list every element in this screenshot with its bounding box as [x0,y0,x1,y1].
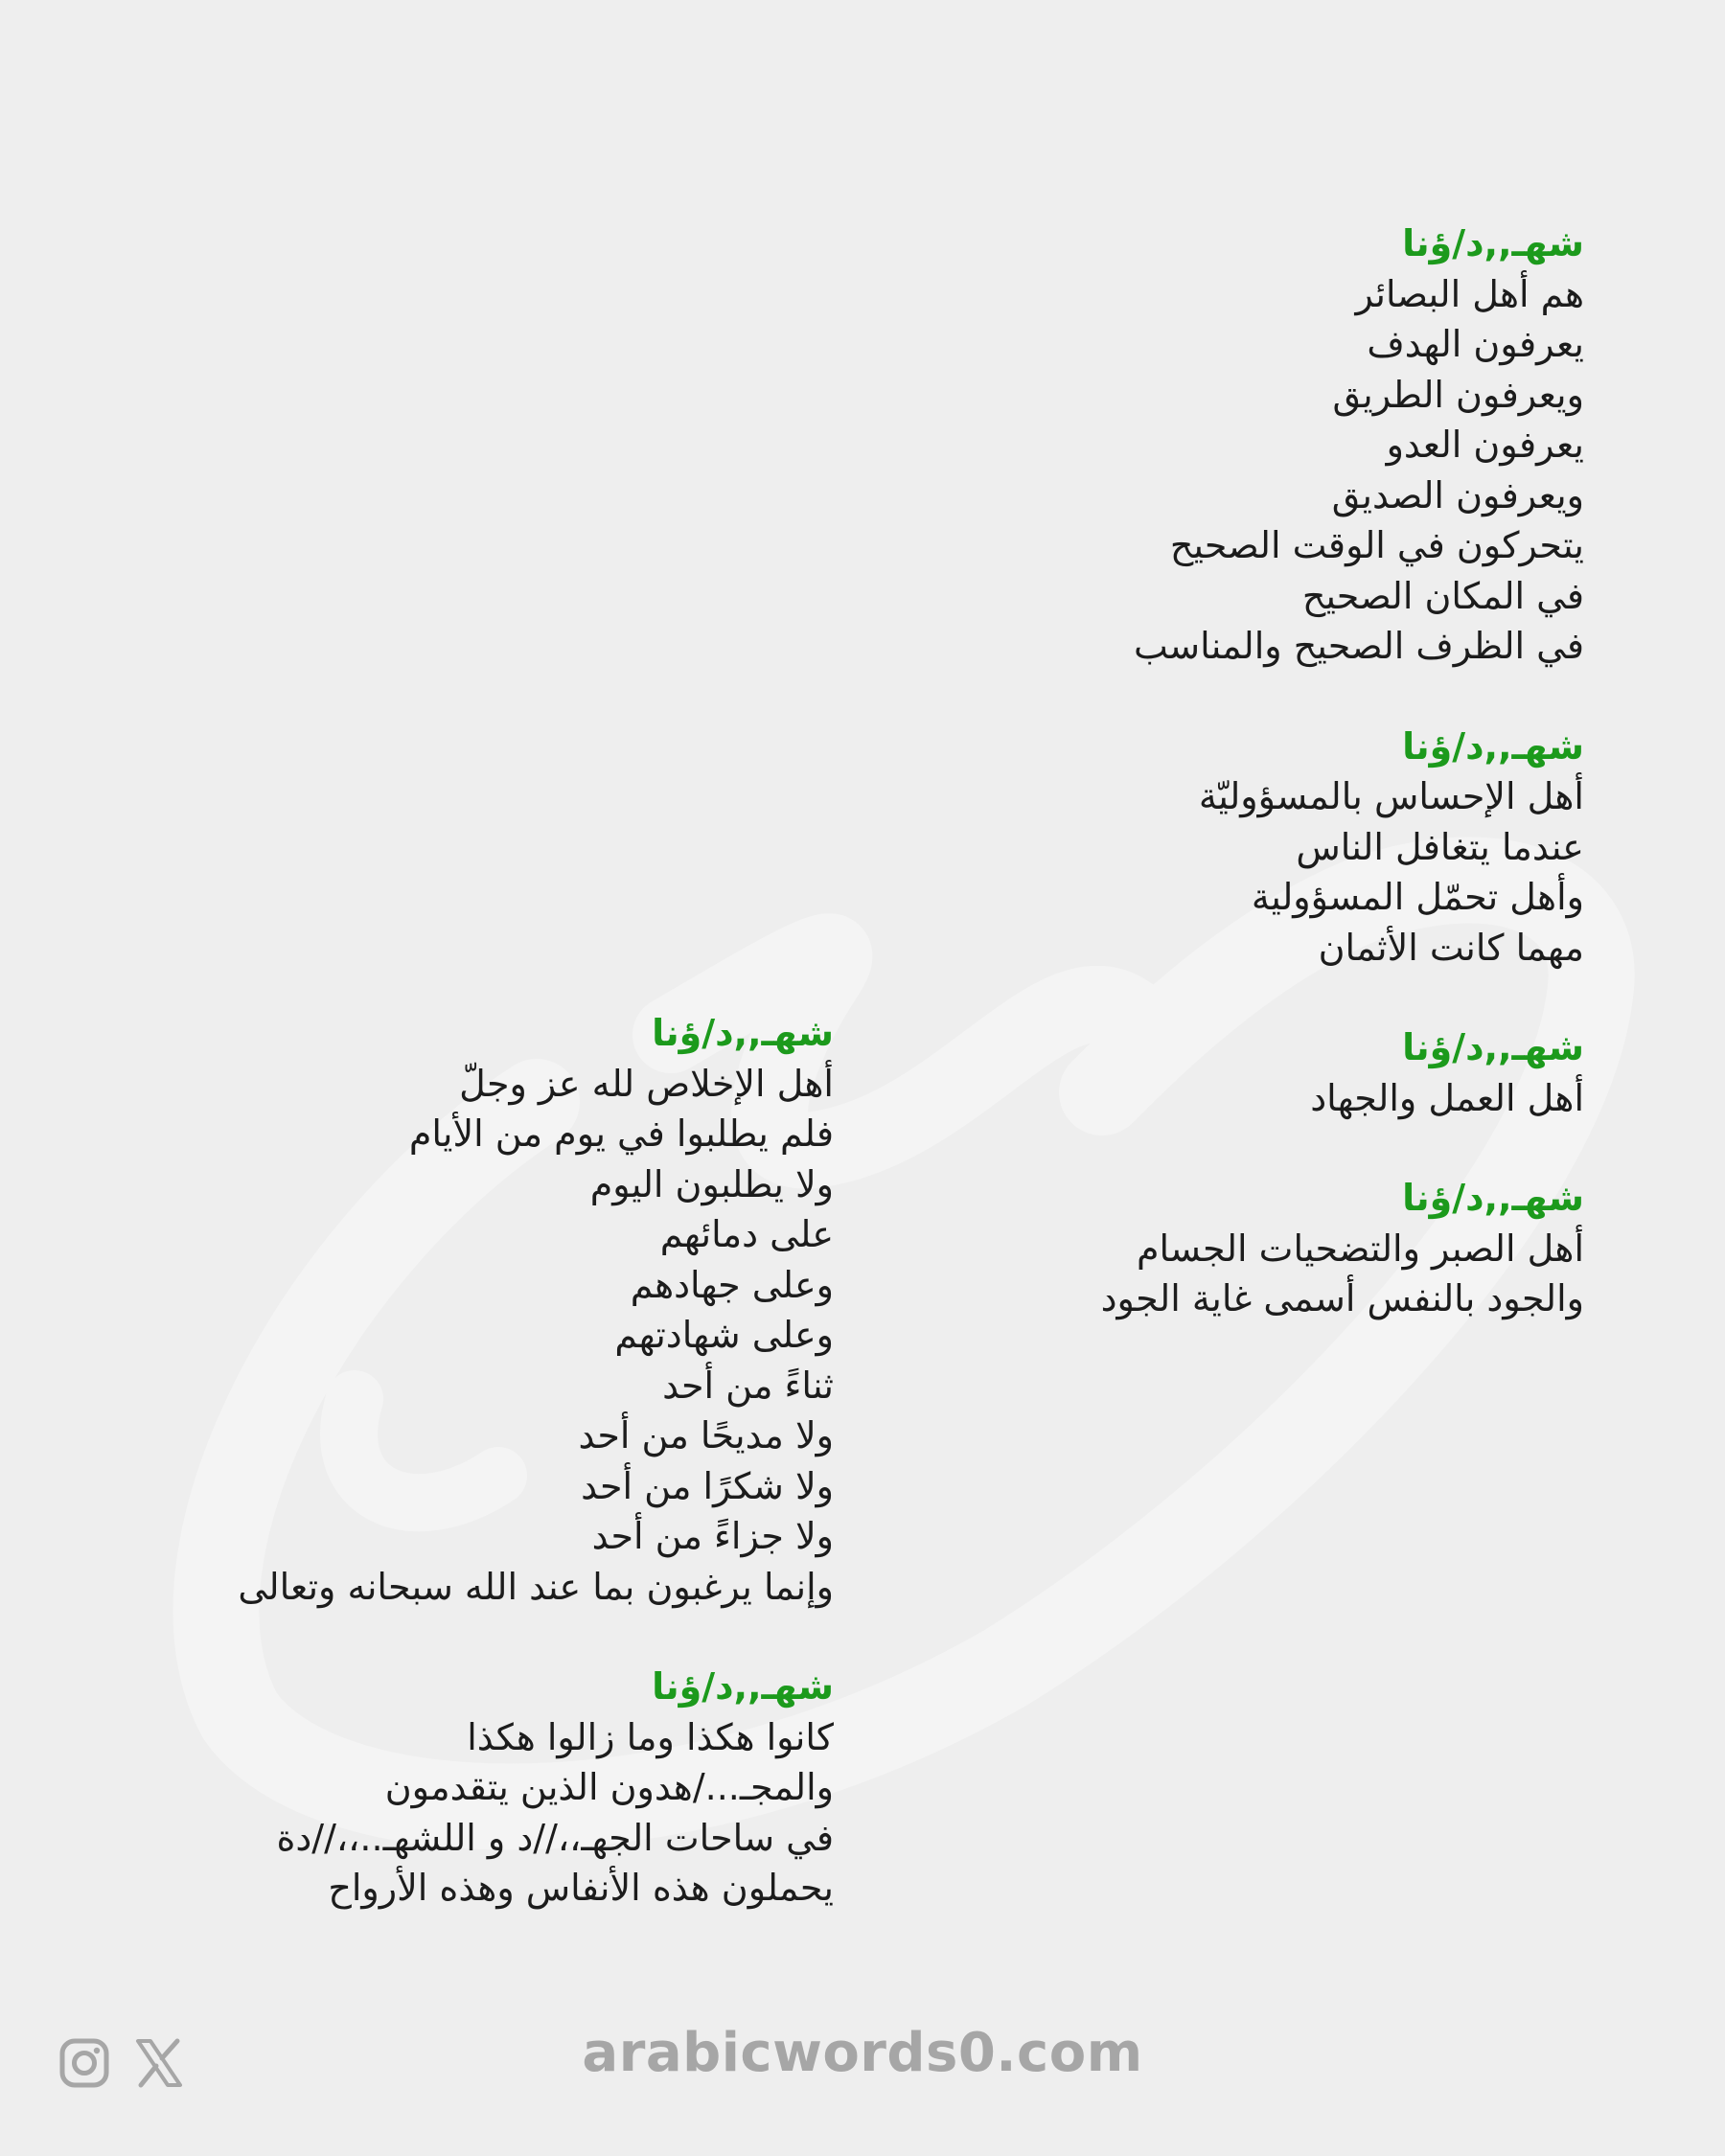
poem-line: في ساحات الجهـ،،//د و اللشهـ..،،//دة [276,1816,834,1859]
poem-line: ولا شكرًا من أحد [581,1464,834,1507]
stanza [1101,1173,1584,1324]
poem-line: والمجـ.../هدون الذين يتقدمون [384,1766,834,1808]
poem-line: ولا جزاءً من أحد [591,1515,834,1557]
poem-line: أهل العمل والجهاد [1310,1076,1584,1119]
poem-line: يحملون هذه الأنفاس وهذه الأرواح [328,1867,834,1909]
stanza-heading: شهـ,,د/ؤنا [652,1665,834,1708]
left-poem-column [238,1008,834,1963]
poem-line: على دمائهم [659,1213,834,1255]
poem-line: ويعرفون الطريق [1332,373,1584,416]
poem-line: وأهل تحمّل المسؤولية [1251,876,1584,918]
poem-line: وعلى شهادتهم [614,1314,834,1356]
poem-line: أهل الإحساس بالمسؤوليّة [1198,775,1584,817]
right-poem-column [1101,218,1584,1374]
stanza [1101,1022,1584,1123]
poem-line: ولا مديحًا من أحد [578,1414,834,1456]
poem-line: وإنما يرغبون بما عند الله سبحانه وتعالى [238,1565,834,1608]
poem-line: أهل الإخلاص لله عز وجلّ [459,1062,834,1105]
poem-line: وعلى جهادهم [630,1263,834,1306]
stanza-heading: شهـ,,د/ؤنا [1402,1177,1584,1219]
poem-line: عندما يتغافل الناس [1296,825,1584,868]
stanza [238,1008,834,1612]
stanza-heading: شهـ,,د/ؤنا [652,1012,834,1054]
poem-line: ولا يطلبون اليوم [589,1162,834,1205]
poem-line: يعرفون العدو [1386,424,1584,466]
poem-line: يتحركون في الوقت الصحيح [1169,524,1584,566]
poem-line: يعرفون الهدف [1367,323,1584,365]
stanza-heading: شهـ,,د/ؤنا [1402,222,1584,264]
website-link[interactable]: arabicwords0.com [582,2022,1143,2084]
stanza [238,1662,834,1914]
stanza-heading: شهـ,,د/ؤنا [1402,1026,1584,1068]
poem-line: في المكان الصحيح [1301,574,1584,617]
stanza [1101,722,1584,974]
poem-line: مهما كانت الأثمان [1318,926,1584,969]
poem-line: ويعرفون الصديق [1331,473,1584,516]
poem-line: ثناءً من أحد [662,1364,834,1407]
poem-line: أهل الصبر والتضحيات الجسام [1136,1227,1584,1270]
poem-line: كانوا هكذا وما زالوا هكذا [467,1715,834,1758]
stanza-heading: شهـ,,د/ؤنا [1402,724,1584,768]
stanza [1101,218,1584,672]
poem-line: فلم يطلبوا في يوم من الأيام [408,1112,834,1155]
poem-line: في الظرف الصحيح والمناسب [1133,625,1584,667]
poem-line: هم أهل البصائر [1355,272,1584,315]
poem-line: والجود بالنفس أسمى غاية الجود [1100,1277,1584,1319]
